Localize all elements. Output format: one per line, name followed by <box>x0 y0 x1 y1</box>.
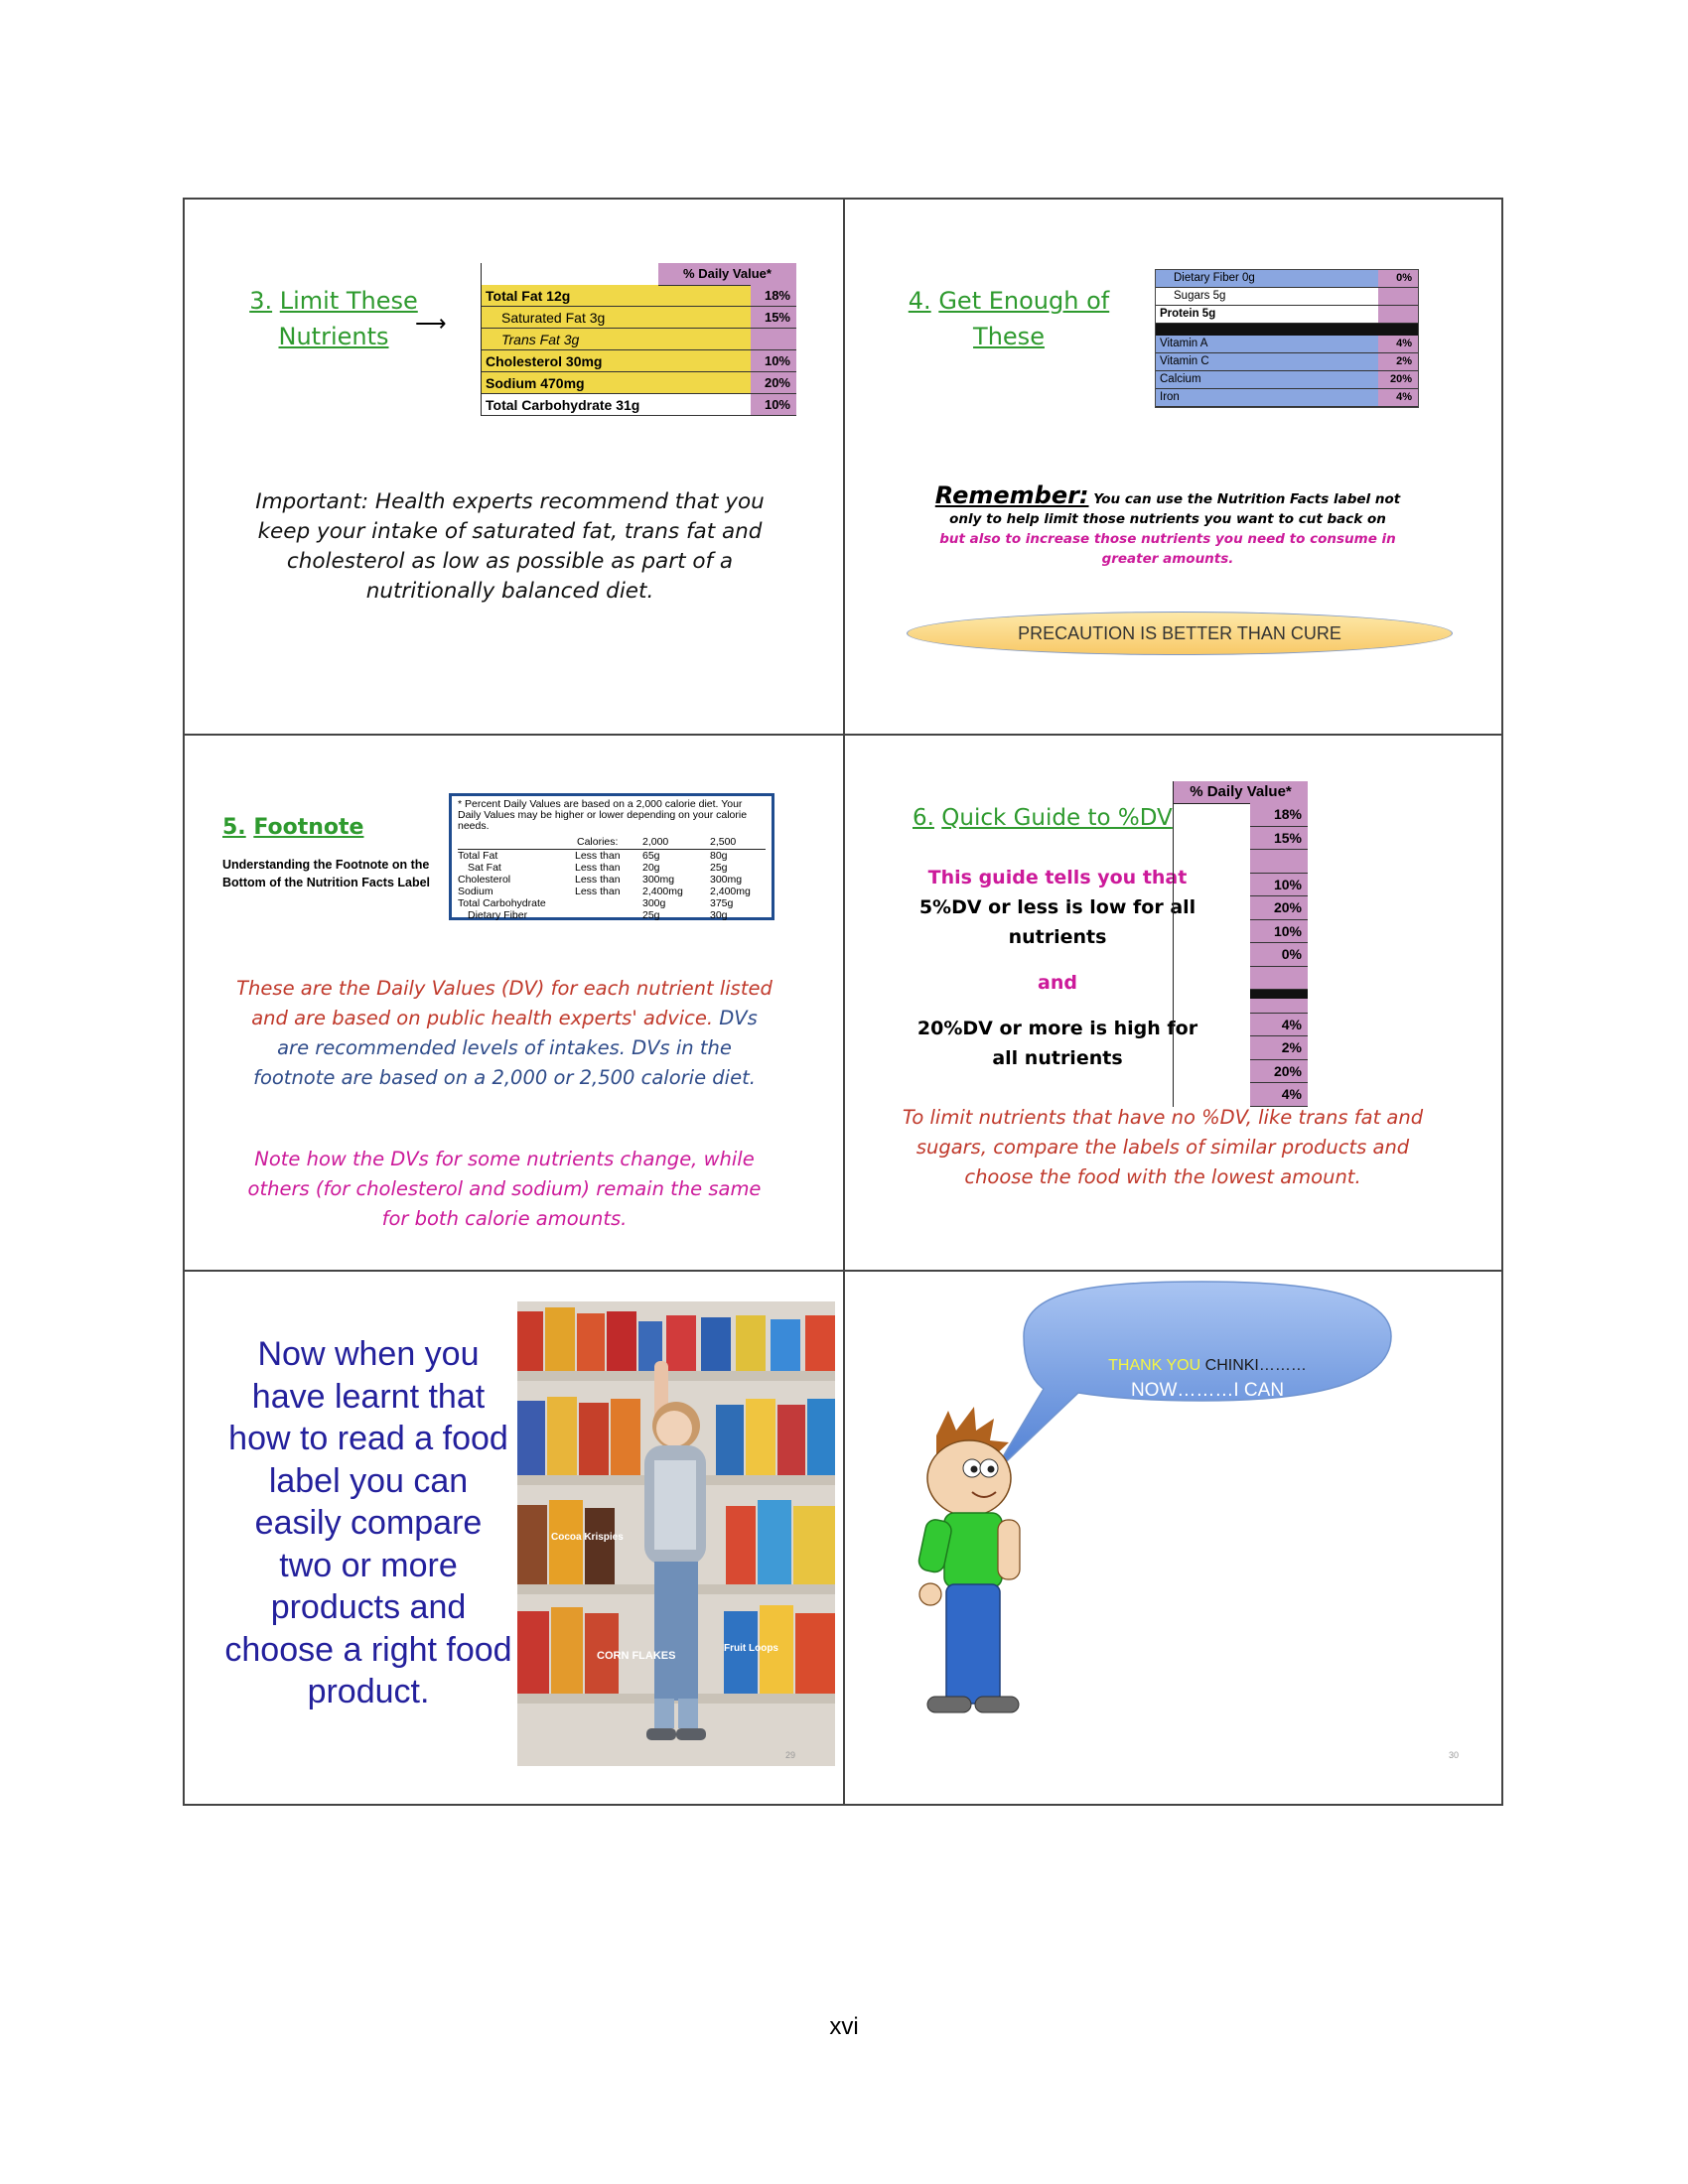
nutrient-label: Vitamin A <box>1160 338 1208 349</box>
get-enough-row <box>1156 336 1418 353</box>
nutrient-label: Dietary Fiber 0g <box>1174 272 1255 284</box>
dv-text-red: These are the Daily Values (DV) for each nutrient listed and are based on public health experts' advice. <box>236 977 773 1029</box>
dv-bar-cell: 20% <box>1250 1060 1308 1084</box>
nutrient-label: Protein 5g <box>1160 308 1216 320</box>
footnote-cell: Cholesterol <box>458 874 511 886</box>
footnote-table-row <box>458 897 766 909</box>
slide4-title-line2: These <box>973 323 1045 350</box>
get-enough-row <box>1156 371 1418 389</box>
slide-get-enough <box>845 200 1503 734</box>
health-experts-note: Important: Health experts recommend that you keep your intake of saturated fat, trans fat and cholesterol as low as possible as part of a nutritionally balanced diet. <box>255 489 765 604</box>
slide3-title <box>244 283 423 354</box>
get-enough-row <box>1156 353 1418 371</box>
footnote-cell: 2,400mg <box>642 886 683 897</box>
dv-bar-header: % Daily Value* <box>1174 781 1308 804</box>
no-dv-note: To limit nutrients that have no %DV, like trans fat and sugars, compare the labels of similar products and choose the food with the lowest amount. <box>902 1106 1424 1188</box>
dv-bar-cell: 2% <box>1250 1036 1308 1060</box>
nutrient-percent: 0% <box>1378 270 1418 287</box>
dv-bar-cell: 10% <box>1250 874 1308 897</box>
guide-high-line: 20%DV or more is high for all nutrients <box>916 1018 1198 1069</box>
daily-values-explanation <box>236 974 773 1093</box>
footnote-cell: 25g <box>642 909 660 921</box>
dv-bar-cell: 4% <box>1250 1083 1308 1107</box>
slide3-number: 3. <box>249 287 273 315</box>
dv-bar-cell <box>1250 967 1308 991</box>
limit-nutrient-row <box>482 394 796 416</box>
get-enough-row <box>1156 389 1418 407</box>
remember-black-text: You can use the Nutrition Facts label not only to help limit those nutrients you want to cut back on <box>949 491 1401 527</box>
nutrient-percent: 10% <box>751 394 796 415</box>
nutrient-label: Trans Fat 3g <box>501 332 580 347</box>
slide8-page-number: 30 <box>1449 1750 1460 1760</box>
slide-compare-products <box>185 1272 843 1806</box>
footnote-cell: Sat Fat <box>468 862 501 874</box>
footnote-cell: Sodium <box>458 886 493 897</box>
remember-pink-text: but also to increase those nutrients you need to consume in greater amounts. <box>939 531 1396 567</box>
slide-limit-nutrients <box>185 200 843 734</box>
footnote-cell: Total Fat <box>458 850 498 862</box>
dv-bar-cell: 0% <box>1250 943 1308 967</box>
slide5-number: 5. <box>222 815 246 840</box>
get-enough-row <box>1156 270 1418 288</box>
footnote-table-row <box>458 909 766 921</box>
nutrient-percent: 10% <box>751 350 796 371</box>
slide-footnote <box>185 736 843 1270</box>
dv-bar-cell <box>1250 990 1308 1014</box>
slide3-title-line1: Limit These <box>279 287 418 315</box>
dv-bar-cell: 10% <box>1250 920 1308 944</box>
bubble-line-now: NOW………I CAN <box>1130 1380 1285 1401</box>
limit-nutrient-row <box>482 307 796 329</box>
footnote-cell: Less than <box>575 862 621 874</box>
footnote-box <box>449 793 774 920</box>
bubble-line-choose: CHOOSE RIGHT FOOD <box>1104 1405 1311 1426</box>
footnote-table-row <box>458 850 766 862</box>
slide5-title-text: Footnote <box>253 815 364 840</box>
table-separator-bar <box>1156 324 1418 336</box>
limit-nutrient-row <box>482 350 796 372</box>
slide3-title-line2: Nutrients <box>278 323 389 350</box>
footnote-table-row <box>458 886 766 897</box>
slide5-title <box>222 815 363 840</box>
fruit-loops-box-label: Fruit Loops <box>724 1643 778 1654</box>
cartoon-boy-icon <box>917 1407 1020 1712</box>
nutrient-label: Calcium <box>1160 373 1201 385</box>
guide-and: and <box>1038 972 1077 994</box>
footnote-cell: 65g <box>642 850 660 862</box>
precaution-banner: PRECAUTION IS BETTER THAN CURE <box>907 612 1453 655</box>
nutrient-percent: 15% <box>751 307 796 328</box>
nutrient-percent <box>1378 288 1418 305</box>
footnote-intro: * Percent Daily Values are based on a 2,000 calorie diet. Your Daily Values may be higher or lower depending on your calorie needs. <box>458 798 748 832</box>
slide-grid <box>183 198 1503 1806</box>
slide6-title <box>913 805 1173 831</box>
footnote-header-cell: 2,000 <box>642 836 669 848</box>
quick-guide-text <box>909 863 1206 1073</box>
thank-you-yellow: THANK YOU <box>1108 1357 1201 1374</box>
limit-nutrients-table <box>481 263 796 416</box>
footnote-table-row <box>458 862 766 874</box>
daily-value-header: % Daily Value* <box>658 263 796 286</box>
get-enough-row <box>1156 306 1418 324</box>
dv-bar-cell: 18% <box>1250 803 1308 827</box>
limit-nutrient-row <box>482 372 796 394</box>
slide5-subtitle: Understanding the Footnote on the Bottom of the Nutrition Facts Label <box>222 858 431 889</box>
slide4-title-line1: Get Enough of <box>938 287 1110 315</box>
remember-note <box>934 481 1401 569</box>
footnote-cell: 300g <box>642 897 666 909</box>
nutrient-label: Total Fat 12g <box>486 288 571 304</box>
corn-flakes-box-label: CORN FLAKES <box>597 1650 676 1662</box>
right-arrow-icon: ⟶ <box>415 311 447 336</box>
footnote-cell: 2,400mg <box>710 886 751 897</box>
nutrient-label: Iron <box>1160 391 1180 403</box>
speech-bubble-graphic <box>845 1272 1503 1806</box>
compare-products-text: Now when you have learnt that how to read a food label you can easily compare two or more products and choose a right food product. <box>224 1335 512 1710</box>
thank-you-bubble-text <box>1034 1353 1381 1428</box>
slide6-number: 6. <box>913 805 934 831</box>
dv-bar-cell: 4% <box>1250 1014 1308 1037</box>
footnote-header-cell: 2,500 <box>710 836 737 848</box>
nutrient-percent: 20% <box>751 372 796 393</box>
slide7-page-number: 29 <box>785 1750 796 1760</box>
get-enough-table <box>1155 269 1419 408</box>
footnote-cell: 80g <box>710 850 728 862</box>
limit-nutrient-row <box>482 329 796 350</box>
nutrient-percent <box>751 329 796 349</box>
footnote-header-cell: Calories: <box>577 836 619 848</box>
footnote-cell: 300mg <box>710 874 743 886</box>
footnote-cell: 375g <box>710 897 734 909</box>
footnote-table-row <box>458 874 766 886</box>
dv-bar-cell: 15% <box>1250 827 1308 851</box>
nutrient-label: Sodium 470mg <box>486 375 585 391</box>
guide-pink-line: This guide tells you that <box>927 867 1188 888</box>
footnote-table-header <box>458 836 766 850</box>
nutrient-percent: 18% <box>751 285 796 306</box>
chinki-text: CHINKI……… <box>1204 1357 1307 1374</box>
footnote-cell: Less than <box>575 874 621 886</box>
nutrient-label: Sugars 5g <box>1174 290 1226 302</box>
footnote-cell: 30g <box>710 909 728 921</box>
dv-text-blue: DVs are recommended levels of intakes. DVs in the footnote are based on a 2,000 or 2,500 calorie diet. <box>253 1007 758 1089</box>
nutrient-percent: 20% <box>1378 371 1418 388</box>
dv-change-note: Note how the DVs for some nutrients change, while others (for cholesterol and sodium) remain the same for both calorie amounts. <box>247 1148 762 1230</box>
nutrient-percent: 4% <box>1378 389 1418 406</box>
dv-bar-cell <box>1250 850 1308 874</box>
slide-thank-you <box>845 1272 1503 1806</box>
footnote-cell: 25g <box>710 862 728 874</box>
footnote-cell: Total Carbohydrate <box>458 897 546 909</box>
footnote-cell: 300mg <box>642 874 675 886</box>
nutrient-percent <box>1378 306 1418 323</box>
guide-low-line: 5%DV or less is low for all nutrients <box>918 896 1196 948</box>
page-number: xvi <box>829 2013 859 2040</box>
slide4-number: 4. <box>908 287 931 315</box>
nutrient-percent: 4% <box>1378 336 1418 352</box>
grocery-shelf-photo <box>517 1301 835 1766</box>
cocoa-box-label: Cocoa Krispies <box>551 1532 624 1543</box>
nutrient-label: Cholesterol 30mg <box>486 353 603 369</box>
limit-nutrient-row <box>482 285 796 307</box>
slide6-title-text: Quick Guide to %DV <box>941 805 1173 831</box>
slide-quick-guide <box>845 736 1503 1270</box>
nutrient-label: Total Carbohydrate 31g <box>486 397 640 413</box>
dv-bar-column <box>1173 781 1308 1107</box>
nutrient-label: Vitamin C <box>1160 355 1209 367</box>
footnote-cell: Less than <box>575 886 621 897</box>
footnote-cell: 20g <box>642 862 660 874</box>
slide4-title <box>900 283 1118 354</box>
nutrient-label: Saturated Fat 3g <box>501 310 606 326</box>
get-enough-row <box>1156 288 1418 306</box>
footnote-cell: Less than <box>575 850 621 862</box>
remember-word: Remember: <box>934 481 1089 509</box>
dv-bar-cell: 20% <box>1250 896 1308 920</box>
footnote-cell: Dietary Fiber <box>468 909 528 921</box>
nutrient-percent: 2% <box>1378 353 1418 370</box>
